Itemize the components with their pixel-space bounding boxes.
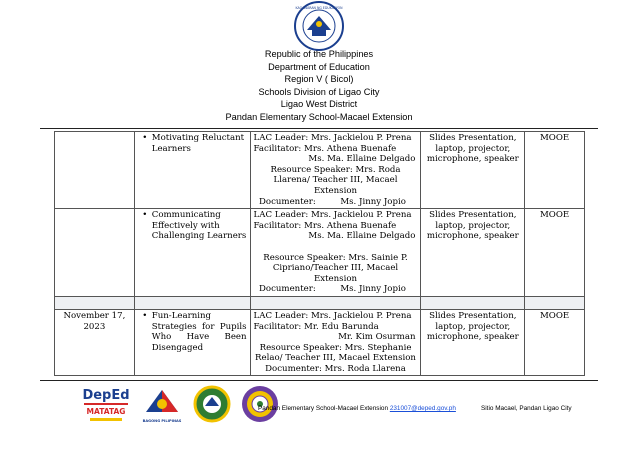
funding-cell: MOOE xyxy=(525,209,585,297)
letterhead-line-school: Pandan Elementary School-Macael Extension xyxy=(225,111,413,122)
date-cell xyxy=(55,132,135,209)
spacer-cell xyxy=(55,296,135,309)
school-seal-icon xyxy=(240,384,280,424)
people-line: Documenter: Mrs. Roda Llarena xyxy=(265,363,406,374)
funding-cell: MOOE xyxy=(525,309,585,376)
table-row xyxy=(55,132,585,209)
letterhead-line-country: Republic of the Philippines xyxy=(264,49,374,59)
people-cell xyxy=(250,132,421,209)
header-divider xyxy=(40,128,598,129)
spacer-cell xyxy=(421,296,525,309)
funding-cell: MOOE xyxy=(525,132,585,209)
footer-divider xyxy=(40,380,598,381)
table-row xyxy=(55,309,585,376)
letterhead-line-department: Department of Education xyxy=(268,61,370,72)
people-line: Facilitator: Mr. Edu Barunda xyxy=(253,321,379,332)
bagong-pilipinas-logo xyxy=(140,384,184,428)
people-line: Relao/ Teacher III, Macael Extension xyxy=(255,353,416,364)
people-line: Facilitator: Mrs. Athena Buenafe xyxy=(253,143,397,154)
footer-logos xyxy=(80,384,280,430)
date-cell: November 17, 2023 xyxy=(55,309,135,376)
documenter-name: Ms. Jinny Jopio xyxy=(340,196,406,207)
people-line: Facilitator: Mrs. Athena Buenafe xyxy=(253,220,397,231)
people-line: LAC Leader: Mrs. Jackielou P. Prena xyxy=(253,310,412,321)
letterhead xyxy=(0,48,638,124)
division-seal-icon xyxy=(192,384,232,424)
documenter-name: Ms. Jinny Jopio xyxy=(340,284,406,295)
letterhead-line-division: Schools Division of Ligao City xyxy=(258,86,380,97)
seal-text: KAGAWARAN NG EDUKASYON xyxy=(295,6,343,10)
people-line xyxy=(254,197,418,208)
topic-cell xyxy=(134,132,250,209)
resources-cell: Slides Presentation, laptop, projector, microphone, speaker xyxy=(421,209,525,297)
topic-text: Communicating Effectively with Challenging Learners xyxy=(151,210,247,242)
people-line: Llarena/ Teacher III, Macael xyxy=(273,175,398,186)
people-line: Ms. Ma. Ellaine Delgado xyxy=(308,231,416,242)
bullet-icon: • xyxy=(142,133,148,143)
footer-email-link[interactable]: 231007@deped.gov.ph xyxy=(389,405,456,412)
people-line: Resource Speaker: Mrs. Stephanie xyxy=(259,342,412,353)
people-line xyxy=(254,242,418,253)
people-cell xyxy=(250,309,421,376)
lac-plan-table xyxy=(54,131,585,376)
people-line: Resource Speaker: Mrs. Sainie P. xyxy=(263,252,408,263)
people-line: Ms. Ma. Ellaine Delgado xyxy=(308,154,416,165)
documenter-label: Documenter: xyxy=(259,196,316,207)
footer-school-info xyxy=(258,405,456,412)
people-line: LAC Leader: Mrs. Jackielou P. Prena xyxy=(253,210,412,221)
documenter-label: Documenter: xyxy=(259,284,316,295)
people-line: Extension xyxy=(313,273,358,284)
date-cell xyxy=(55,209,135,297)
footer-address: Sitio Macael, Pandan Ligao City xyxy=(481,405,572,412)
people-line xyxy=(254,284,418,295)
topic-text: Fun-Learning Strategies for Pupils Who Have Been Disengaged xyxy=(151,310,247,353)
deped-matatag-logo xyxy=(80,384,132,428)
footer-school-name: Pandan Elementary School-Macael Extension xyxy=(258,405,389,412)
table-spacer-row xyxy=(55,296,585,309)
people-cell xyxy=(250,209,421,297)
bullet-icon: • xyxy=(142,210,148,221)
deped-logo-text: DepEd xyxy=(82,388,130,403)
topic-cell xyxy=(134,309,250,376)
people-line: Resource Speaker: Mrs. Roda xyxy=(270,164,401,175)
bullet-icon: • xyxy=(142,310,148,321)
people-line: Extension xyxy=(313,185,358,196)
people-line: Cipriano/Teacher III, Macael xyxy=(272,263,399,274)
matatag-logo-text: MATATAG xyxy=(86,407,126,416)
resources-cell: Slides Presentation, laptop, projector, microphone, speaker xyxy=(421,309,525,376)
deped-seal-logo xyxy=(293,0,345,52)
letterhead-line-region: Region V ( Bicol) xyxy=(284,74,354,85)
table-row xyxy=(55,209,585,297)
bagong-pilipinas-text: BAGONG PILIPINAS xyxy=(142,419,182,423)
people-line: LAC Leader: Mrs. Jackielou P. Prena xyxy=(253,133,412,143)
letterhead-line-district: Ligao West District xyxy=(280,99,358,110)
spacer-cell xyxy=(250,296,421,309)
spacer-cell xyxy=(134,296,250,309)
resources-cell: Slides Presentation, laptop, projector, microphone, speaker xyxy=(421,132,525,209)
people-line: Mr. Kim Osurman xyxy=(338,332,416,343)
spacer-cell xyxy=(525,296,585,309)
topic-cell xyxy=(134,209,250,297)
topic-text: Motivating Reluctant Learners xyxy=(151,133,245,154)
